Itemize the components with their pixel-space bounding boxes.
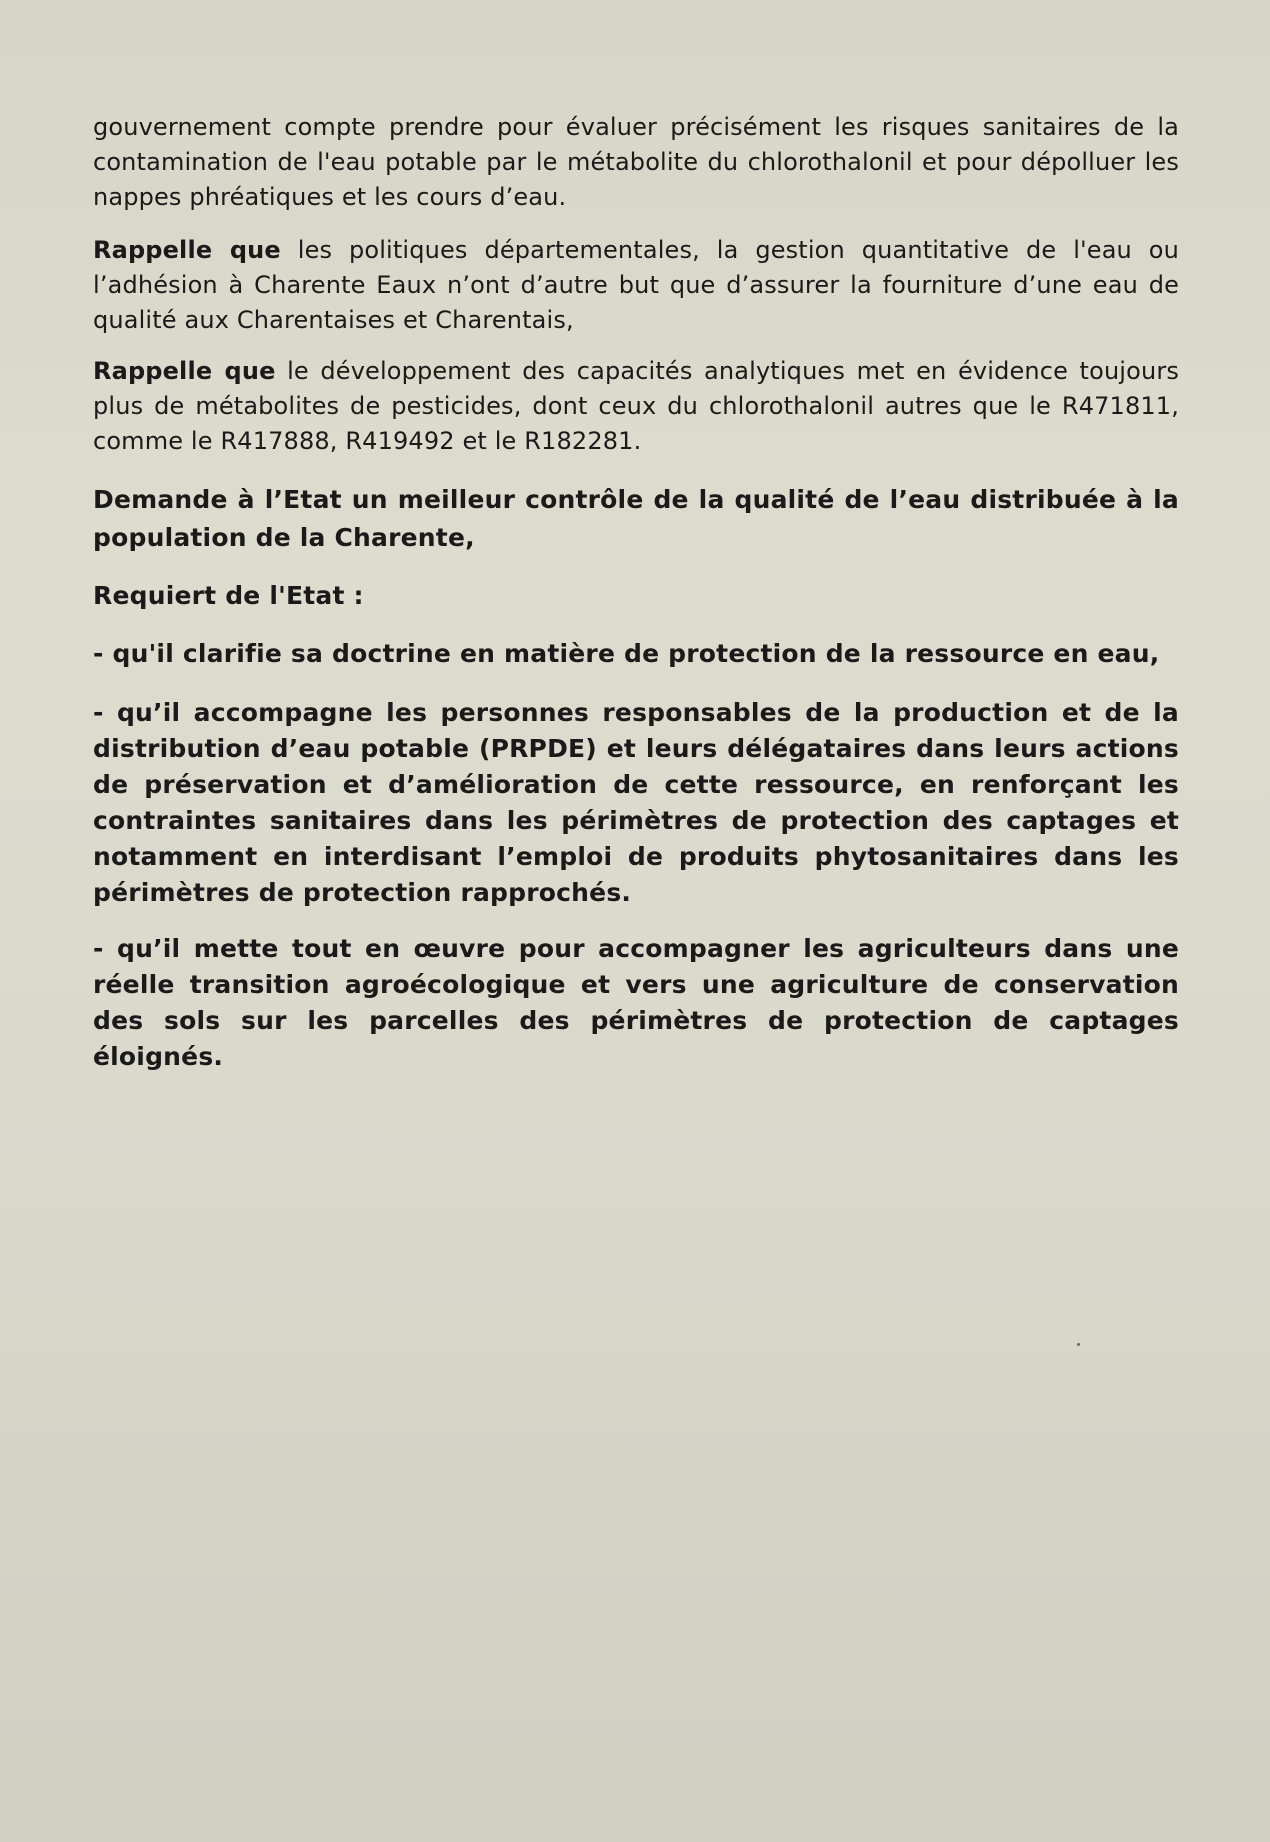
paragraph-text: - qu'il clarifie sa doctrine en matière de protection de la ressource en eau, <box>93 639 1160 668</box>
paragraph-text: Requiert de l'Etat : <box>93 581 364 610</box>
paragraph-lead: Rappelle que <box>93 357 276 385</box>
document-body <box>93 110 1179 1091</box>
paragraph-text: - qu’il accompagne les personnes responsables de la production et de la distribution d’eau potable (PRPDE) et leurs délégataires dans leurs actions de préservation et d’amélioration de cette ressource, en renforçant les contraintes sanitaires dans les périmètres de protection des captages et notamment en interdisant l’emploi de produits phytosanitaires dans les périmètres de protection rapprochés. <box>93 698 1179 907</box>
paragraph-text: les politiques départementales, la gestion quantitative de l'eau ou l’adhésion à Charente Eaux n’ont d’autre but que d’assurer la fourniture d’une eau de qualité aux Charentaises et Charentais, <box>93 236 1179 334</box>
paragraph-state-control-request <box>93 481 1179 557</box>
paper-speck <box>1077 1343 1080 1346</box>
paragraph-text: le développement des capacités analytiques met en évidence toujours plus de métabolites de pesticides, dont ceux du chlorothalonil autres que le R471811, comme le R417888, R419492 et le R182281. <box>93 357 1179 455</box>
list-item-doctrine <box>93 635 1179 673</box>
paragraph-government-measures <box>93 110 1179 215</box>
list-item-prpde-support <box>93 695 1179 911</box>
list-item-agroecological-transition <box>93 931 1179 1075</box>
paragraph-text: Demande à l’Etat un meilleur contrôle de la qualité de l’eau distribuée à la population de la Charente, <box>93 485 1179 552</box>
paragraph-lead: Rappelle que <box>93 236 281 264</box>
paragraph-analytical-capacities <box>93 354 1179 459</box>
paragraph-departmental-policies <box>93 233 1179 338</box>
paragraph-text: gouvernement compte prendre pour évaluer précisément les risques sanitaires de la contamination de l'eau potable par le métabolite du chlorothalonil et pour dépolluer les nappes phréatiques et les cours d’eau. <box>93 113 1179 211</box>
paragraph-text: - qu’il mette tout en œuvre pour accompagner les agriculteurs dans une réelle transition agroécologique et vers une agriculture de conservation des sols sur les parcelles des périmètres de protection de captages éloignés. <box>93 934 1179 1071</box>
paragraph-requirements-heading <box>93 577 1179 615</box>
